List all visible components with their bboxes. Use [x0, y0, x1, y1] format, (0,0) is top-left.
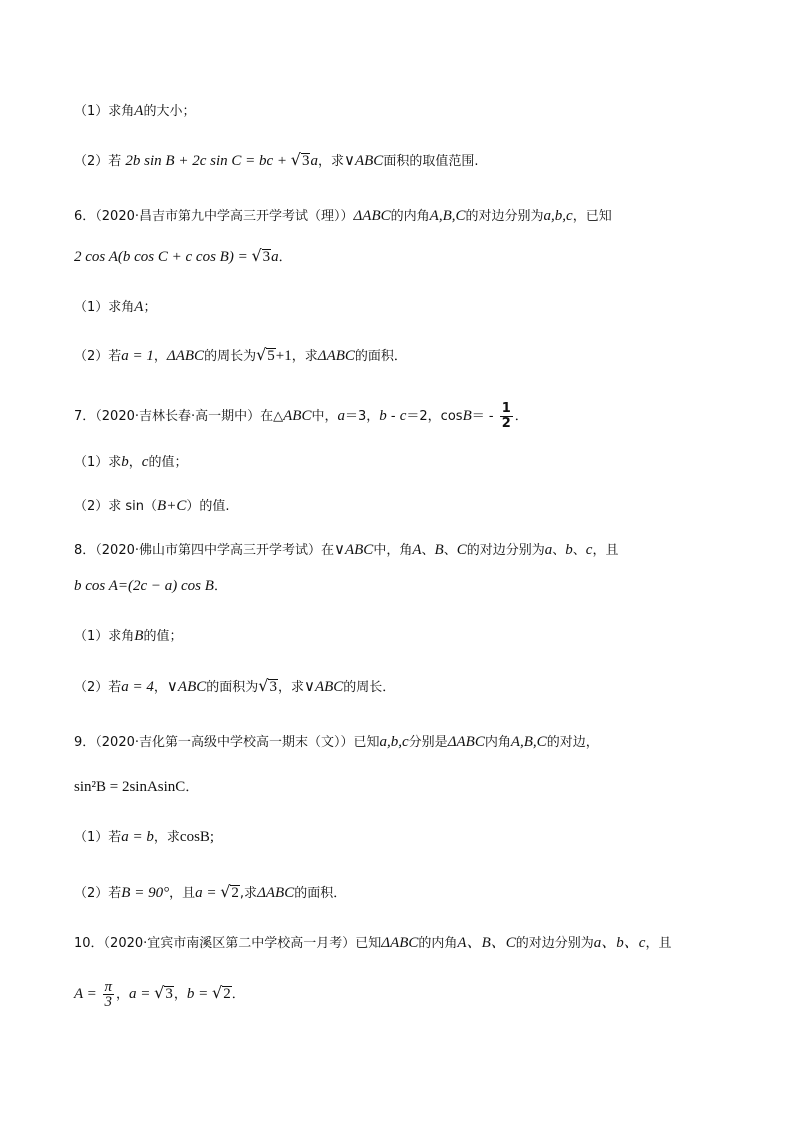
text: 的面积． [354, 349, 407, 364]
question-source: 10．（2020·宜宾市南溪区第二中学校高一月考）已知 [74, 936, 382, 951]
q7-part2 [74, 496, 734, 517]
text: ； [143, 300, 157, 315]
q6-part1 [74, 297, 734, 318]
text: （2）求 sin（ [74, 499, 158, 514]
math-triangle: ΔABC [317, 348, 355, 364]
text: ＝2，cos [406, 409, 463, 424]
text: 、 [552, 543, 566, 558]
text: 的值； [143, 629, 183, 644]
math-var: C [456, 542, 467, 558]
math-var: b [379, 408, 387, 424]
text: ，已知 [572, 209, 612, 224]
sqrt-icon: √ [212, 983, 223, 1002]
text: 中，角 [373, 543, 413, 558]
text: ，且 [169, 886, 196, 901]
math-triangle: ∨ABC [334, 542, 374, 558]
math-var: a [337, 408, 345, 424]
text: 的值； [148, 455, 188, 470]
text: 、 [443, 543, 457, 558]
text: ， [128, 455, 142, 470]
text: ， [153, 349, 167, 364]
math-var: b [565, 542, 573, 558]
text: 的面积． [294, 886, 347, 901]
math-expr: a = b [121, 829, 154, 845]
q8-part1 [74, 626, 734, 647]
math-var: B [134, 628, 144, 644]
text: 的周长． [343, 680, 396, 695]
math-triangle: ΔABC [166, 348, 205, 364]
math-expr: sin²B = 2sinAsinC [74, 779, 186, 795]
math-var: c [585, 542, 593, 558]
text: ，求 [291, 349, 318, 364]
text: ． [213, 579, 227, 594]
text: （1）若 [74, 830, 122, 845]
math-expr: B = 90° [121, 885, 170, 901]
text: 的大小； [143, 104, 196, 119]
q7-part1 [74, 452, 734, 473]
sqrt-icon: √ [251, 246, 262, 265]
math-var: B [462, 408, 472, 424]
math-triangle: ΔABC [353, 208, 391, 224]
text: - [386, 409, 400, 424]
text: ， [173, 987, 187, 1002]
fraction [103, 980, 115, 1009]
math-radicand: 5 [267, 348, 275, 364]
text: （1）求角 [74, 104, 135, 119]
math-expr: A = [74, 986, 101, 1002]
q10-stem [74, 933, 734, 954]
q5-part2 [74, 150, 734, 172]
math-expr: a = [129, 986, 155, 1002]
math-angles: A、B、C [457, 935, 516, 951]
sqrt-icon: √ [258, 676, 269, 695]
text: （2）若 [74, 680, 122, 695]
text: （2）若 [74, 886, 122, 901]
text: ＝3， [344, 409, 380, 424]
math-expr: b = [186, 986, 213, 1002]
q6-equation [74, 246, 734, 268]
math-var: a [310, 153, 318, 169]
sqrt-icon: √ [154, 983, 165, 1002]
fraction-denominator: 2 [501, 416, 511, 431]
math-expr: 2b sin B + 2c sin C = bc + [125, 153, 291, 169]
math-var: A [134, 299, 144, 315]
q9-part1 [74, 827, 734, 848]
text: 、 [421, 543, 435, 558]
text: ，且 [645, 936, 672, 951]
text: ，且 [592, 543, 619, 558]
math-var: a [544, 542, 553, 558]
text: （1）求 [74, 455, 122, 470]
text: 面积的取值范围. [383, 154, 479, 169]
q9-equation [74, 777, 734, 798]
math-angles: A,B,C [510, 734, 547, 750]
math-expr: 2 cos A [74, 249, 118, 265]
q6-stem [74, 206, 734, 227]
math-radicand: 3 [269, 679, 277, 695]
text: ， [116, 987, 130, 1002]
math-triangle: ΔABC [447, 734, 485, 750]
text: ， [153, 680, 167, 695]
sqrt-icon: √ [290, 150, 301, 169]
math-expr: b cos A=(2c − a) cos B [74, 578, 214, 594]
text: 、 [572, 543, 586, 558]
text: 中， [311, 409, 338, 424]
text: 的对边， [546, 735, 599, 750]
q10-conditions [74, 976, 734, 1012]
text: 的对边分别为 [515, 936, 594, 951]
question-source: 7．（2020·吉林长春·高一期中）在△ [74, 409, 284, 424]
text: ）的值. [186, 499, 230, 514]
math-triangle: ∨ABC [166, 679, 207, 695]
fraction-denominator: 3 [104, 994, 113, 1010]
math-triangle: ΔABC [381, 935, 419, 951]
math-radicand: 3 [262, 249, 271, 265]
math-expr: (b cos C + c cos B) = [117, 249, 252, 265]
math-sides: a,b,c [379, 734, 409, 750]
math-expr: +1 [275, 348, 292, 364]
q5-part1 [74, 101, 734, 122]
text: ，求 [153, 830, 180, 845]
math-triangle: ΔABC [257, 885, 295, 901]
sqrt-icon: √ [256, 345, 267, 364]
text: （1）求角 [74, 629, 135, 644]
math-expr: a = 4 [121, 679, 154, 695]
question-source: 6．（2020·昌吉市第九中学高三开学考试（理）） [74, 209, 354, 224]
text: ． [278, 250, 292, 265]
math-sides: a、b、c [593, 935, 646, 951]
text: （2）若 [74, 349, 122, 364]
fraction [500, 402, 513, 431]
math-sides: a,b,c [543, 208, 573, 224]
math-expr: a = 1 [121, 348, 154, 364]
q8-part2 [74, 676, 734, 698]
fraction-numerator: π [104, 979, 113, 995]
q6-part2 [74, 345, 734, 367]
text: 的内角 [418, 936, 458, 951]
math-radicand: 2 [223, 986, 231, 1002]
math-var: B [434, 542, 444, 558]
text: ，求 [277, 680, 304, 695]
text: （1）求角 [74, 300, 135, 315]
text: 分别是 [408, 735, 448, 750]
text: 的内角 [390, 209, 430, 224]
math-var: c [399, 408, 407, 424]
question-source: 8．（2020·佛山市第四中学高三开学考试）在 [74, 543, 334, 558]
text: ,求 [239, 886, 258, 901]
text: 的对边分别为 [466, 543, 545, 558]
math-var: c [141, 454, 149, 470]
math-var: b [121, 454, 129, 470]
question-source: 9．（2020·吉化第一高级中学校高一期末（文））已知 [74, 735, 380, 750]
text: ，求 [317, 154, 344, 169]
text: ＝ - [471, 409, 498, 424]
sqrt-icon: √ [220, 882, 231, 901]
fraction-numerator: 1 [501, 401, 511, 416]
text: （2）若 [74, 154, 122, 169]
math-expr: a = [195, 885, 221, 901]
text: 的面积为 [206, 680, 259, 695]
text: 的对边分别为 [465, 209, 544, 224]
math-triangle: ∨ABC [303, 679, 344, 695]
text: ． [514, 409, 528, 424]
math-expr: B+C [157, 498, 187, 514]
math-triangle: ∨ABC [344, 153, 384, 169]
q9-part2 [74, 882, 734, 904]
q7-stem [74, 402, 734, 431]
math-var: A [412, 542, 422, 558]
math-var: a [271, 249, 279, 265]
math-angles: A,B,C [429, 208, 466, 224]
math-triangle: ABC [283, 408, 312, 424]
text: 的周长为 [204, 349, 257, 364]
math-radicand: 2 [231, 885, 239, 901]
q8-stem [74, 540, 734, 561]
math-var: A [134, 103, 144, 119]
text: 内角 [484, 735, 511, 750]
text: ． [185, 780, 199, 795]
q8-equation [74, 576, 734, 597]
math-radicand: 3 [165, 986, 173, 1002]
q9-stem [74, 732, 734, 753]
math-radicand: 3 [301, 153, 310, 169]
math-expr: cosB; [179, 829, 215, 845]
text: ． [231, 987, 245, 1002]
